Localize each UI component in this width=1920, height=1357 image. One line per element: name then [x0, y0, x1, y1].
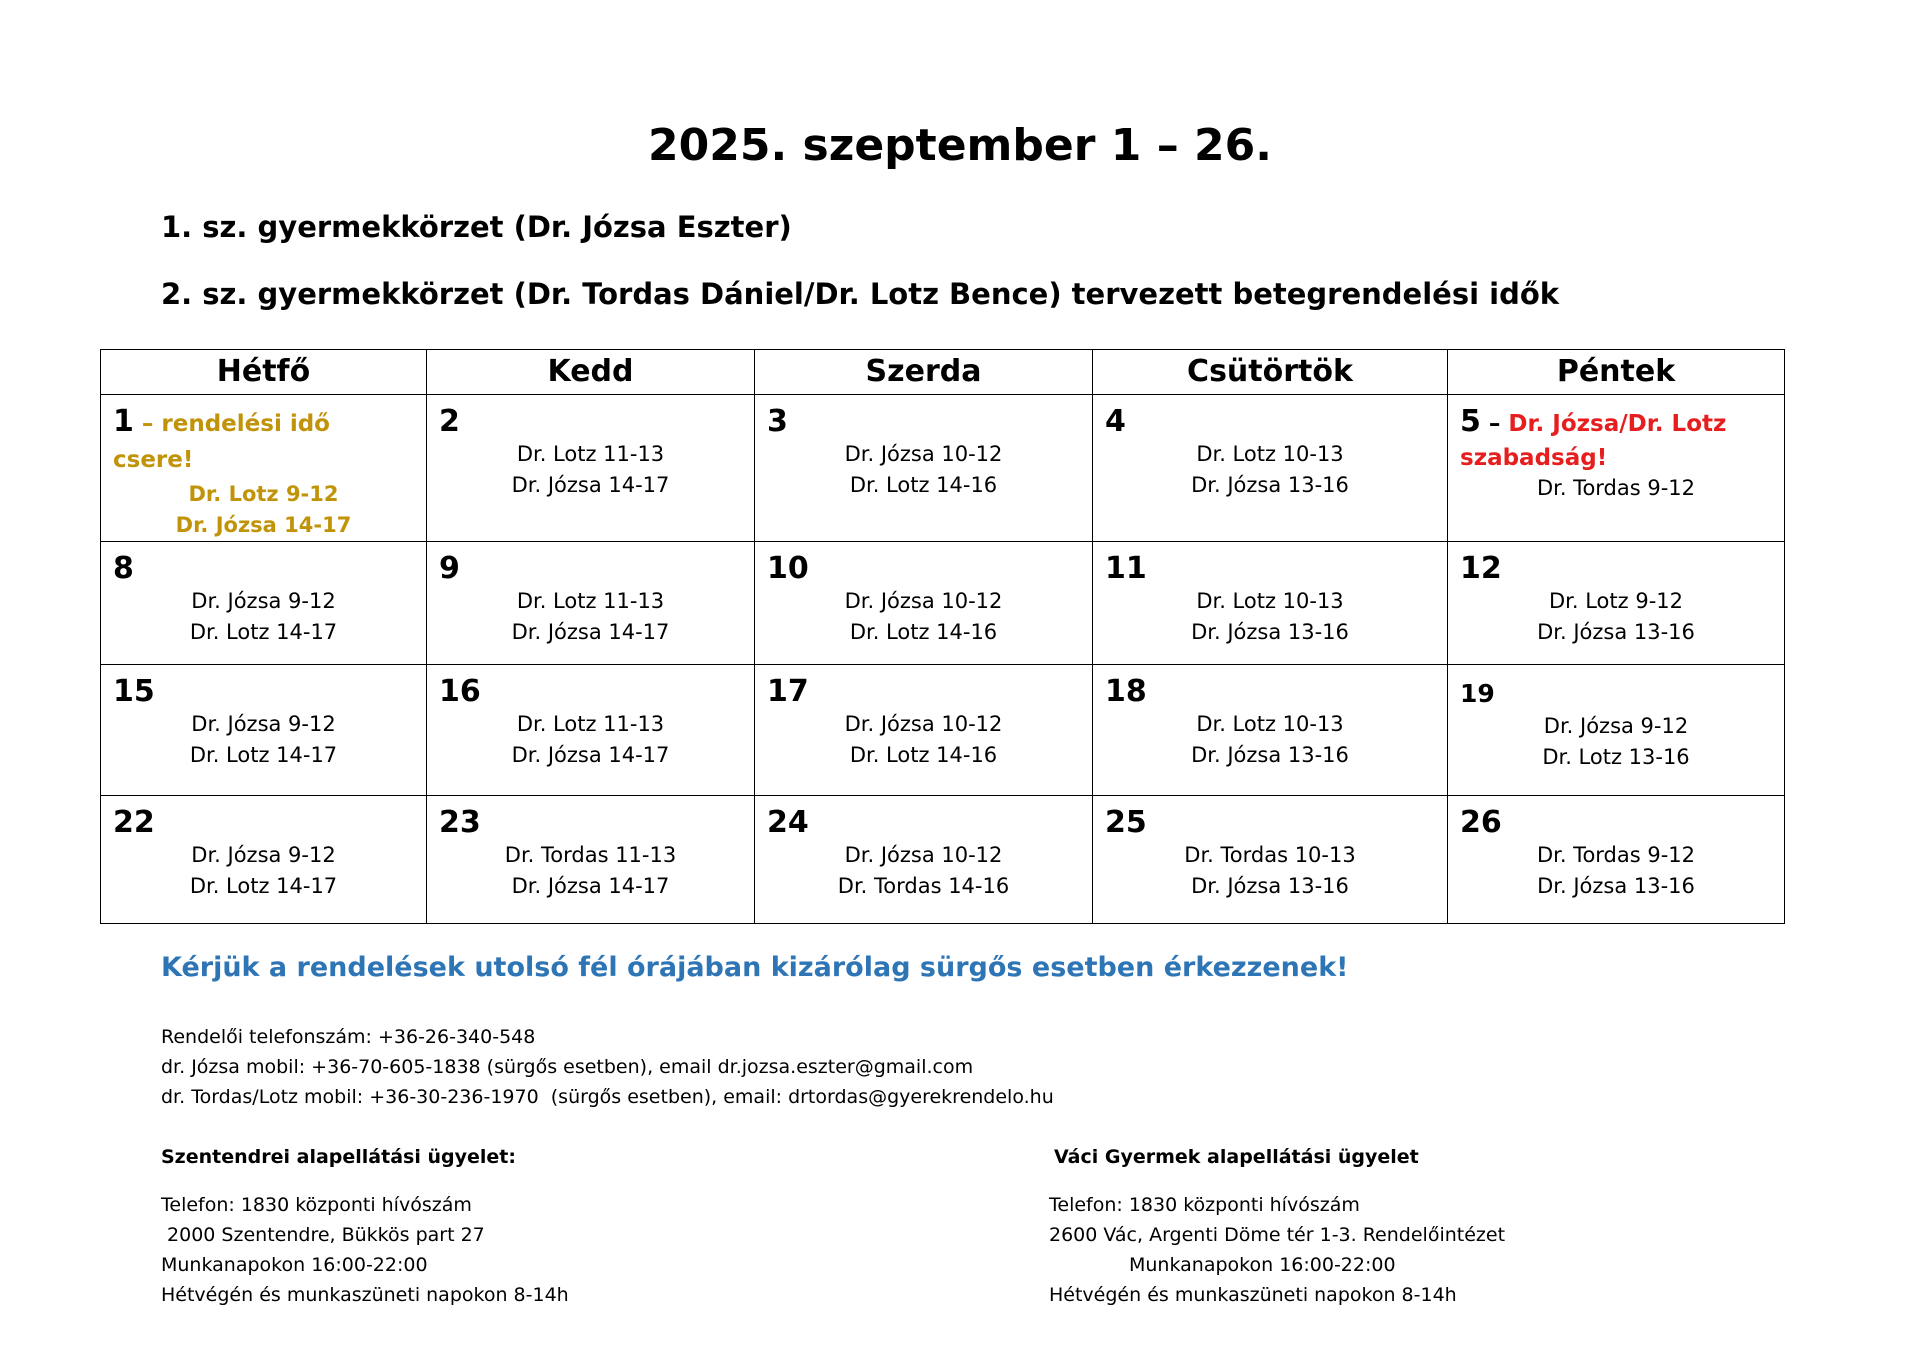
day-cell — [101, 796, 427, 924]
day-number: 22 — [113, 805, 155, 840]
day-number: 12 — [1460, 551, 1502, 586]
day-cell — [101, 395, 427, 542]
day-number: 10 — [767, 551, 809, 586]
office-hours-line: Dr. Józsa 14-17 — [511, 620, 670, 644]
office-hours-line: Dr. Lotz 10-13 — [1196, 589, 1344, 613]
subtitle-district-2: 2. sz. gyermekkörzet (Dr. Tordas Dániel/Dr. Lotz Bence) tervezett betegrendelési idők — [161, 277, 1560, 311]
weekday-header-row — [101, 350, 1785, 395]
office-hours-line: Dr. Józsa 9-12 — [191, 712, 336, 736]
day-cell — [1093, 395, 1448, 542]
vacation-note: Dr. Józsa/Dr. Lotz — [1508, 411, 1727, 437]
office-hours-line: Dr. Lotz 11-13 — [516, 442, 665, 466]
tordas-lotz-contact: dr. Tordas/Lotz mobil: +36-30-236-1970 (sürgős esetben), email: drtordas@gyerekrendelo.hu — [161, 1086, 1054, 1108]
vac-duty-info — [1049, 1142, 1505, 1310]
duty-line: Hétvégén és munkaszüneti napokon 8-14h — [161, 1284, 569, 1306]
office-hours-line: Dr. Józsa 13-16 — [1191, 473, 1349, 497]
office-hours-line: Dr. Lotz 14-16 — [849, 620, 998, 644]
day-cell — [1093, 796, 1448, 924]
office-hours-line: Dr. Lotz 14-16 — [849, 743, 998, 767]
office-hours-line: Dr. Józsa 10-12 — [844, 712, 1003, 736]
day-number: 9 — [439, 551, 460, 586]
office-hours-line: Dr. Tordas 14-16 — [837, 874, 1010, 898]
schedule-change-note: – rendelési idő csere! — [113, 411, 330, 473]
day-cell — [755, 796, 1093, 924]
office-hours-line: Dr. Lotz 14-17 — [189, 874, 338, 898]
day-cell — [1093, 542, 1448, 665]
office-hours-line: Dr. Józsa 14-17 — [511, 743, 670, 767]
office-hours-line: Dr. Lotz 14-17 — [189, 620, 338, 644]
office-hours-line: Dr. Józsa 10-12 — [844, 442, 1003, 466]
office-hours-line: Dr. Lotz 14-16 — [849, 473, 998, 497]
week-row — [101, 395, 1785, 542]
day-cell — [101, 542, 427, 665]
day-cell — [1448, 665, 1785, 796]
day-number: 2 — [439, 404, 460, 439]
page-title: 2025. szeptember 1 – 26. — [648, 120, 1272, 171]
day-cell — [1448, 542, 1785, 665]
day-cell — [427, 665, 755, 796]
office-hours-line: Dr. Tordas 9-12 — [1536, 476, 1696, 500]
office-hours-line: Dr. Lotz 14-17 — [189, 743, 338, 767]
day-cell — [755, 395, 1093, 542]
jozsa-contact: dr. Józsa mobil: +36-70-605-1838 (sürgős esetben), email dr.jozsa.eszter@gmail.com — [161, 1056, 974, 1078]
office-hours-line: Dr. Józsa 13-16 — [1537, 620, 1695, 644]
urgent-arrival-warning: Kérjük a rendelések utolsó fél órájában kizárólag sürgős esetben érkezzenek! — [161, 952, 1349, 983]
office-hours-line: Dr. Józsa 13-16 — [1191, 743, 1349, 767]
office-phone: Rendelői telefonszám: +36-26-340-548 — [161, 1026, 536, 1048]
day-number: 17 — [767, 674, 809, 709]
duty-line: Munkanapokon 16:00-22:00 — [1129, 1254, 1396, 1276]
duty-line: 2600 Vác, Argenti Döme tér 1-3. Rendelőintézet — [1049, 1224, 1506, 1246]
office-hours-line: Dr. Józsa 9-12 — [1543, 714, 1689, 738]
duty-title: Váci Gyermek alapellátási ügyelet — [1054, 1146, 1419, 1168]
office-hours-line: Dr. Lotz 9-12 — [1549, 589, 1683, 613]
office-hours-line: Dr. Lotz 10-13 — [1196, 712, 1344, 736]
day-number: 11 — [1105, 551, 1147, 586]
office-hours-line: Dr. Józsa 13-16 — [1537, 874, 1695, 898]
contact-info — [161, 1022, 1054, 1112]
day-cell — [427, 542, 755, 665]
week-row — [101, 542, 1785, 665]
office-hours-line: Dr. Józsa 9-12 — [191, 589, 336, 613]
duty-line: 2000 Szentendre, Bükkös part 27 — [161, 1224, 485, 1246]
week-row — [101, 665, 1785, 796]
office-hours-line: Dr. Lotz 11-13 — [516, 712, 665, 736]
duty-line: Munkanapokon 16:00-22:00 — [161, 1254, 428, 1276]
day-number: 5 — [1460, 404, 1481, 439]
vacation-note-continued: szabadság! — [1460, 445, 1608, 471]
office-hours-line: Dr. Józsa 10-12 — [844, 589, 1003, 613]
office-hours-line: Dr. Lotz 13-16 — [1542, 745, 1690, 769]
szentendre-duty-info — [161, 1142, 569, 1310]
office-hours-line: Dr. Tordas 10-13 — [1184, 843, 1356, 867]
office-hours-line: Dr. Józsa 13-16 — [1191, 620, 1349, 644]
office-hours-line: Dr. Lotz 10-13 — [1196, 442, 1344, 466]
day-number: 3 — [767, 404, 788, 439]
duty-line: Telefon: 1830 központi hívószám — [1049, 1194, 1360, 1216]
day-number: 25 — [1105, 805, 1147, 840]
weekday-header: Szerda — [755, 350, 1093, 395]
day-cell — [755, 665, 1093, 796]
day-cell — [1448, 395, 1785, 542]
day-cell — [1093, 665, 1448, 796]
office-hours-line: Dr. Lotz 11-13 — [516, 589, 665, 613]
day-cell — [755, 542, 1093, 665]
office-hours-line: Dr. Tordas 9-12 — [1536, 843, 1696, 867]
office-hours-line: Dr. Józsa 14-17 — [511, 874, 670, 898]
day-number: 1 — [113, 404, 134, 439]
note-dash: – — [1480, 411, 1509, 437]
day-number: 16 — [439, 674, 481, 709]
duty-line: Telefon: 1830 központi hívószám — [161, 1194, 472, 1216]
office-hours-line: Dr. Lotz 9-12 — [188, 482, 339, 506]
day-number: 4 — [1105, 404, 1126, 439]
duty-title: Szentendrei alapellátási ügyelet: — [161, 1146, 516, 1168]
office-hours-line: Dr. Józsa 10-12 — [844, 843, 1003, 867]
office-hours-line: Dr. Józsa 14-17 — [175, 513, 352, 537]
day-number: 24 — [767, 805, 809, 840]
schedule-table — [100, 349, 1785, 924]
office-hours-line: Dr. Józsa 14-17 — [511, 473, 670, 497]
office-hours-line: Dr. Tordas 11-13 — [504, 843, 677, 867]
day-cell — [427, 395, 755, 542]
duty-line: Hétvégén és munkaszüneti napokon 8-14h — [1049, 1284, 1457, 1306]
day-number: 18 — [1105, 674, 1147, 709]
day-number: 26 — [1460, 805, 1502, 840]
day-cell — [427, 796, 755, 924]
day-number: 23 — [439, 805, 481, 840]
day-cell — [101, 665, 427, 796]
day-number: 8 — [113, 551, 134, 586]
subtitle-district-1: 1. sz. gyermekkörzet (Dr. Józsa Eszter) — [161, 210, 792, 244]
weekday-header: Péntek — [1448, 350, 1785, 395]
weekday-header: Kedd — [427, 350, 755, 395]
office-hours-line: Dr. Józsa 13-16 — [1191, 874, 1349, 898]
office-hours-line: Dr. Józsa 9-12 — [191, 843, 336, 867]
weekday-header: Hétfő — [101, 350, 427, 395]
day-cell — [1448, 796, 1785, 924]
weekday-header: Csütörtök — [1093, 350, 1448, 395]
week-row — [101, 796, 1785, 924]
day-number: 19 — [1460, 679, 1495, 708]
day-number: 15 — [113, 674, 155, 709]
